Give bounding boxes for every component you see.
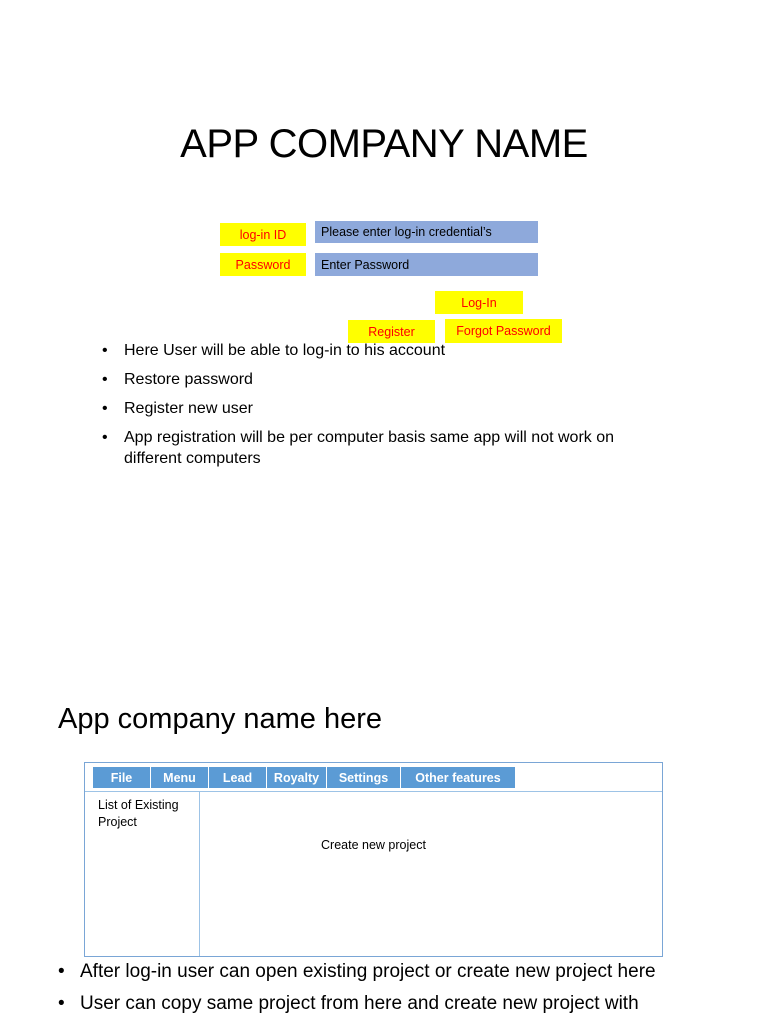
menu-bar (93, 767, 515, 788)
list-item: • App registration will be per computer basis same app will not work on different computers (102, 427, 662, 469)
list-item: • Here User will be able to log-in to his account (102, 340, 662, 361)
list-item: • Restore password (102, 369, 662, 390)
app-window-mockup (84, 762, 663, 957)
password-field[interactable]: Enter Password (315, 253, 538, 276)
login-id-field[interactable]: Please enter log-in credential’s (315, 221, 538, 243)
app-company-title: APP COMPANY NAME (180, 122, 588, 166)
feature-bullets (102, 340, 662, 477)
menu-settings[interactable]: Settings (327, 767, 401, 788)
list-item: • Register new user (102, 398, 662, 419)
divider (85, 791, 662, 792)
login-button[interactable]: Log-In (435, 291, 523, 314)
login-id-label: log-in ID (220, 223, 306, 246)
menu-royalty[interactable]: Royalty (267, 767, 327, 788)
list-item: • After log-in user can open existing project or create new project here (58, 960, 758, 984)
create-new-project[interactable]: Create new project (321, 838, 426, 852)
password-label: Password (220, 253, 306, 276)
description-bullets (58, 960, 758, 1024)
forgot-password-button[interactable]: Forgot Password (445, 319, 562, 343)
slide-title: App company name here (58, 703, 383, 735)
menu-menu[interactable]: Menu (151, 767, 209, 788)
register-button[interactable]: Register (348, 320, 435, 343)
menu-lead[interactable]: Lead (209, 767, 267, 788)
menu-file[interactable]: File (93, 767, 151, 788)
existing-projects-list[interactable]: List of Existing Project (98, 798, 179, 829)
divider (199, 791, 200, 956)
menu-other-features[interactable]: Other features (401, 767, 515, 788)
list-item: • User can copy same project from here and create new project with (58, 992, 758, 1016)
